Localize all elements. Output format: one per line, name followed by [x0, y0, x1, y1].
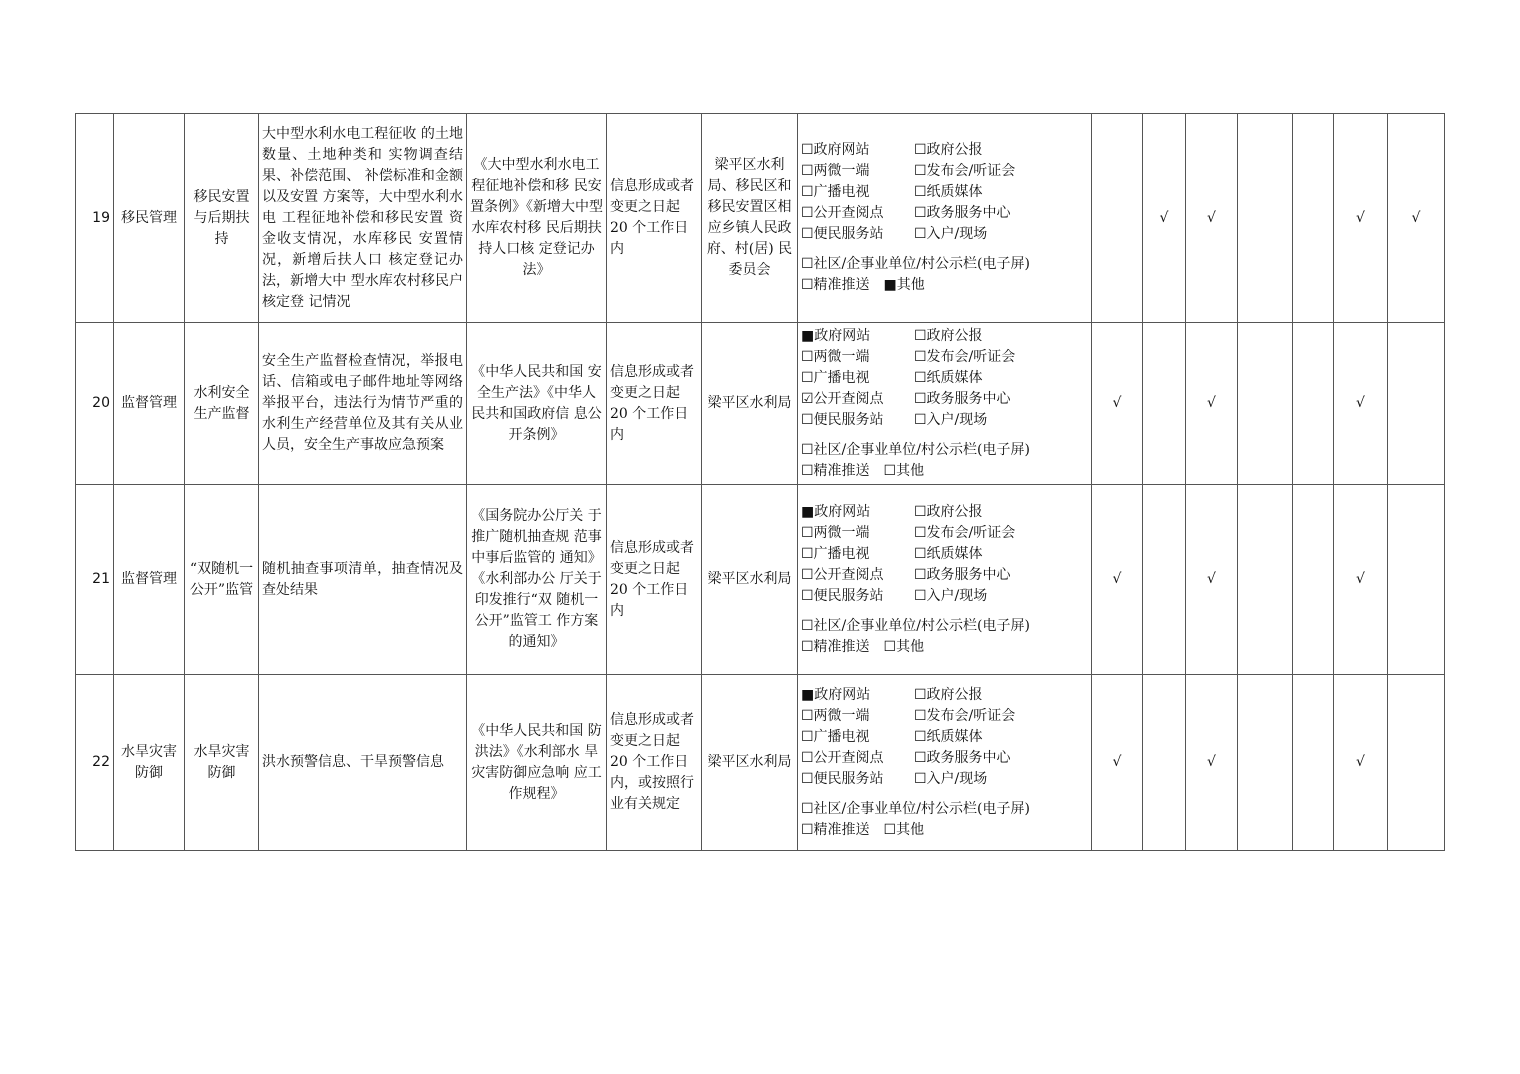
channel-option: ■政府网站 [801, 327, 871, 344]
channel-option: ☐发布会/听证会 [914, 348, 1016, 365]
channel-option: ☐社区/企事业单位/村公示栏(电子屏) [801, 617, 1030, 634]
channel-option: ☐广播电视 [801, 545, 870, 562]
basis-cell: 《中华人民共和国 防洪法》《水利部水 旱灾害防御应急响 应工作规程》 [467, 675, 607, 851]
channel-option: ☐政务服务中心 [914, 390, 1011, 407]
channel-option: ☐广播电视 [801, 369, 870, 386]
time-limit-cell: 信息形成或者 变更之日起 20 个工作日内 [607, 323, 702, 485]
check-mark: √ [1143, 114, 1186, 323]
table-row [76, 114, 1445, 323]
content-cell: 安全生产监督检查情况，举报电话、信箱或电子邮件地址等网络举报平台，违法行为情节严重的水利生产经营单位及其有关从业人员，安全生产事故应急预案 [259, 323, 467, 485]
channel-option: ☐政务服务中心 [914, 749, 1011, 766]
channel-option: ■政府网站 [801, 686, 871, 703]
channel-option: ■政府网站 [801, 503, 871, 520]
check-mark: √ [1186, 675, 1238, 851]
row-number: 20 [76, 323, 114, 485]
channels-cell [798, 675, 1092, 851]
check-mark [1143, 675, 1186, 851]
channel-option: ☐政府公报 [914, 503, 983, 520]
check-mark [1388, 485, 1445, 675]
channels-cell [798, 323, 1092, 485]
channel-option: ☐入户/现场 [914, 587, 988, 604]
item-cell: 水利安全生产监督 [185, 323, 259, 485]
channel-option: ☐两微一端 [801, 163, 870, 179]
channels-cell [798, 114, 1092, 323]
category-cell: 水旱灾害防御 [114, 675, 185, 851]
publishing-body-cell: 梁平区水利局 [702, 485, 798, 675]
content-cell: 随机抽查事项清单，抽查情况及查处结果 [259, 485, 467, 675]
channel-option: ☐精准推送 ■其他 [801, 277, 925, 293]
channel-option: ☐发布会/听证会 [914, 707, 1016, 724]
channel-option: ☐纸质媒体 [914, 184, 983, 200]
content-cell: 大中型水利水电工程征收 的土地数量、土地种类和 实物调查结果、补偿范围、 补偿标准和金额以及安置 方案等，大中型水利水电 工程征地补偿和移民安置 资金收支情况，水库移民 安置情况，新增后扶人口 核定登记办法，新增大中 型水库农村移民户核定登 记情况 [259, 114, 467, 323]
check-mark: √ [1334, 323, 1388, 485]
channel-option: ☐发布会/听证会 [914, 163, 1016, 179]
check-mark [1293, 114, 1334, 323]
channel-option: ☐纸质媒体 [914, 545, 983, 562]
check-mark [1293, 323, 1334, 485]
disclosure-table [75, 113, 1445, 851]
basis-cell: 《中华人民共和国 安全生产法》《中华人 民共和国政府信 息公开条例》 [467, 323, 607, 485]
item-cell: “双随机一公开”监管 [185, 485, 259, 675]
channel-option: ☐社区/企事业单位/村公示栏(电子屏) [801, 441, 1030, 458]
check-mark: √ [1092, 485, 1143, 675]
channel-option: ☐公开查阅点 [801, 566, 884, 583]
time-limit-cell: 信息形成或者 变更之日起 20 个工作日内 [607, 485, 702, 675]
channel-option: ☐广播电视 [801, 184, 870, 200]
channel-option: ☐政务服务中心 [914, 566, 1011, 583]
check-mark [1293, 675, 1334, 851]
content-cell: 洪水预警信息、干旱预警信息 [259, 675, 467, 851]
check-mark [1238, 485, 1293, 675]
table-row [76, 675, 1445, 851]
channel-option: ☐公开查阅点 [801, 205, 884, 221]
check-mark: √ [1334, 114, 1388, 323]
channel-option: ☐公开查阅点 [801, 749, 884, 766]
check-mark: √ [1092, 323, 1143, 485]
check-mark: √ [1334, 675, 1388, 851]
channel-option: ☐纸质媒体 [914, 369, 983, 386]
check-mark: √ [1186, 323, 1238, 485]
row-number: 22 [76, 675, 114, 851]
channel-option: ☐精准推送 ☐其他 [801, 462, 925, 479]
check-mark: √ [1186, 485, 1238, 675]
channel-option: ☐精准推送 ☐其他 [801, 638, 925, 655]
channel-option: ☐入户/现场 [914, 770, 988, 787]
check-mark [1238, 675, 1293, 851]
channel-option: ☐入户/现场 [914, 411, 988, 428]
channel-option: ☑公开查阅点 [801, 390, 884, 407]
channel-option: ☐便民服务站 [801, 226, 884, 242]
time-limit-cell: 信息形成或者 变更之日起 20 个工作日内 [607, 114, 702, 323]
channel-option: ☐两微一端 [801, 707, 870, 724]
table-row [76, 485, 1445, 675]
basis-cell: 《大中型水利水电工程征地补偿和移 民安置条例》《新增大中型水库农村移 民后期扶持人口核 定登记办法》 [467, 114, 607, 323]
channel-option: ☐便民服务站 [801, 587, 884, 604]
item-cell: 水旱灾害防御 [185, 675, 259, 851]
channel-option: ☐政务服务中心 [914, 205, 1011, 221]
check-mark: √ [1334, 485, 1388, 675]
row-number: 21 [76, 485, 114, 675]
channel-option: ☐政府公报 [914, 327, 983, 344]
publishing-body-cell: 梁平区水利局、移民区和移民安置区相应乡镇人民政府、村(居) 民委员会 [702, 114, 798, 323]
time-limit-cell: 信息形成或者 变更之日起 20 个工作日内，或按照行业有关规定 [607, 675, 702, 851]
channel-option: ☐两微一端 [801, 524, 870, 541]
channel-option: ☐社区/企事业单位/村公示栏(电子屏) [801, 800, 1030, 817]
channel-option: ☐便民服务站 [801, 770, 884, 787]
category-cell: 移民管理 [114, 114, 185, 323]
item-cell: 移民安置与后期扶持 [185, 114, 259, 323]
channel-option: ☐精准推送 ☐其他 [801, 821, 925, 838]
category-cell: 监督管理 [114, 323, 185, 485]
channels-cell [798, 485, 1092, 675]
check-mark [1238, 114, 1293, 323]
category-cell: 监督管理 [114, 485, 185, 675]
check-mark: √ [1186, 114, 1238, 323]
channel-option: ☐广播电视 [801, 728, 870, 745]
basis-cell: 《国务院办公厅关 于推广随机抽查规 范事中事后监管的 通知》《水利部办公 厅关于印发推行“双 随机一公开”监管工 作方案的通知》 [467, 485, 607, 675]
check-mark: √ [1092, 675, 1143, 851]
publishing-body-cell: 梁平区水利局 [702, 323, 798, 485]
check-mark [1293, 485, 1334, 675]
channel-option: ☐发布会/听证会 [914, 524, 1016, 541]
channel-option: ☐两微一端 [801, 348, 870, 365]
check-mark [1238, 323, 1293, 485]
channel-option: ☐政府公报 [914, 142, 983, 158]
channel-option: ☐社区/企事业单位/村公示栏(电子屏) [801, 256, 1030, 272]
publishing-body-cell: 梁平区水利局 [702, 675, 798, 851]
check-mark [1092, 114, 1143, 323]
row-number: 19 [76, 114, 114, 323]
channel-option: ☐便民服务站 [801, 411, 884, 428]
check-mark [1143, 485, 1186, 675]
channel-option: ☐入户/现场 [914, 226, 988, 242]
check-mark: √ [1388, 114, 1445, 323]
check-mark [1143, 323, 1186, 485]
channel-option: ☐纸质媒体 [914, 728, 983, 745]
check-mark [1388, 675, 1445, 851]
check-mark [1388, 323, 1445, 485]
channel-option: ☐政府网站 [801, 142, 870, 158]
table-row [76, 323, 1445, 485]
channel-option: ☐政府公报 [914, 686, 983, 703]
